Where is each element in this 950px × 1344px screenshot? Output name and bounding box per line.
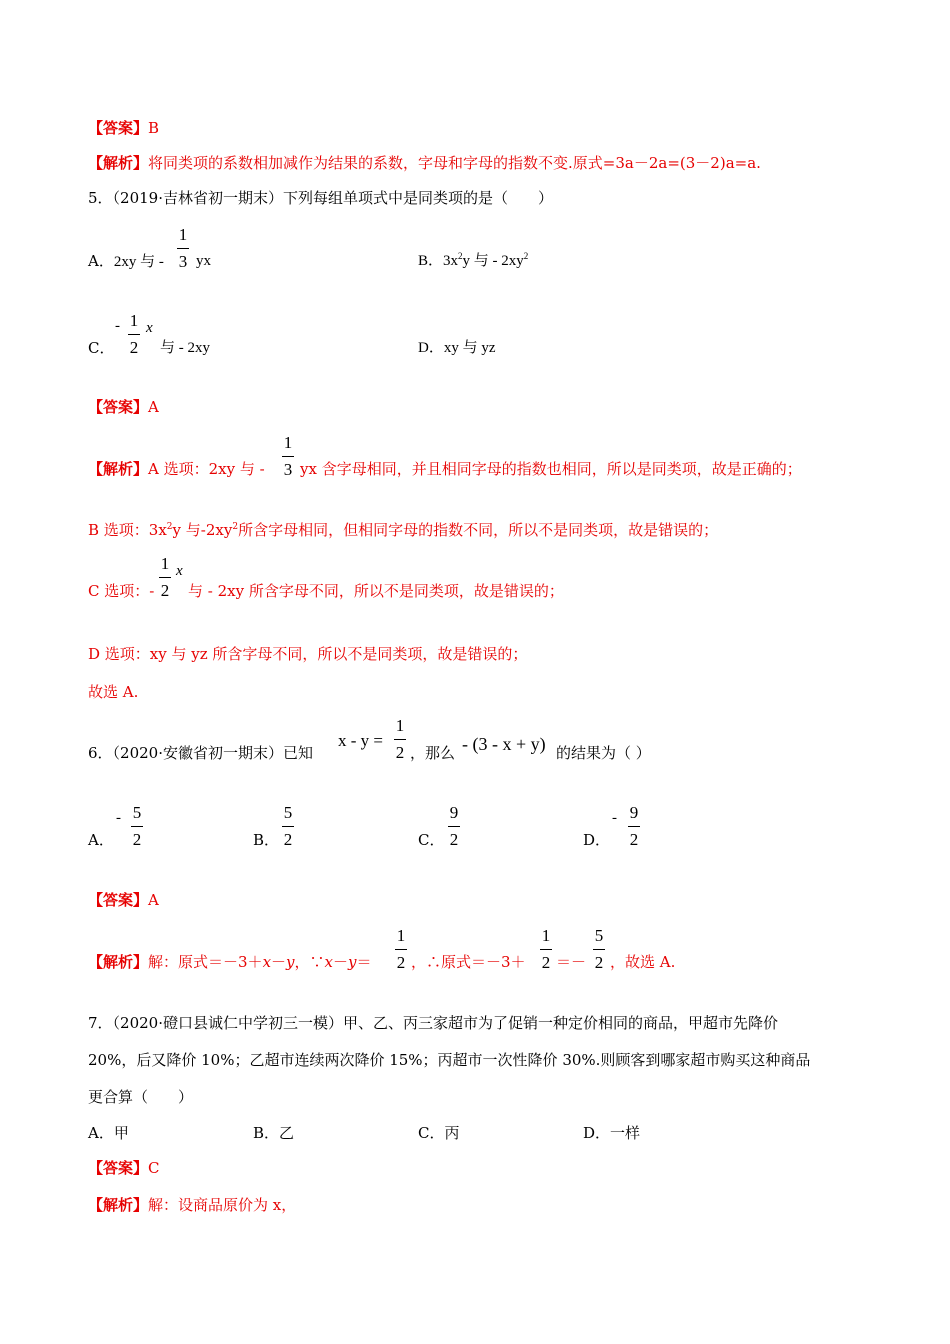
- fraction-numerator: 5: [594, 926, 604, 945]
- exponent: 2: [166, 522, 173, 532]
- q6-option-a-fraction: [131, 802, 143, 851]
- variable: y: [348, 953, 357, 971]
- q6-option-c-fraction: [448, 802, 460, 851]
- answer-value: A: [148, 398, 159, 416]
- analysis-c-fraction: [159, 553, 171, 602]
- q5-option-b: [418, 251, 528, 271]
- q7-option-a: A．甲: [88, 1124, 129, 1142]
- q6-option-a-label: A．: [88, 831, 114, 849]
- analysis-line: [88, 153, 761, 173]
- option-text: xy 与 yz: [443, 340, 496, 356]
- option-label: D．: [418, 340, 444, 356]
- answer-value: A: [148, 891, 159, 909]
- answer-line: [88, 890, 159, 910]
- fraction-numerator: 1: [178, 225, 188, 244]
- question-text: （2020·安徽省初一期末）已知: [112, 744, 313, 762]
- fraction-numerator: 1: [541, 926, 551, 945]
- q6-option-a-sign: -: [116, 810, 121, 826]
- question-number: 7．: [88, 1014, 113, 1032]
- answer-value: B: [148, 119, 160, 137]
- fraction-denominator: 2: [396, 953, 406, 972]
- q7-option-b: B．乙: [253, 1124, 295, 1142]
- fraction-denominator: 2: [395, 743, 405, 762]
- fraction-denominator: 2: [283, 830, 293, 849]
- analysis-tag: 【解析】: [88, 460, 149, 478]
- q6-analysis-mid: ，∴原式＝－3＋: [411, 953, 526, 971]
- question-5-stem: [88, 188, 553, 208]
- answer-line: [88, 397, 159, 417]
- analysis-text: 所含字母相同，但相同字母的指数不同，所以不是同类项，故是错误的；: [238, 521, 719, 539]
- q6-option-c-label: C．: [418, 831, 445, 849]
- q6-expression: - (3 - x + y): [462, 734, 546, 754]
- q6-analysis-equals: ＝－: [556, 953, 587, 971]
- analysis-text: 将同类项的系数相加减作为结果的系数，字母和字母的指数不变.原式=3a－2a=(3－2)a=a.: [148, 154, 761, 172]
- analysis-tag: 【解析】: [88, 154, 149, 172]
- question-number: 6．: [88, 744, 113, 762]
- variable: x: [324, 953, 334, 971]
- answer-tag: 【答案】: [88, 1159, 149, 1177]
- q6-analysis-tail: ，故选 A.: [610, 953, 676, 971]
- option-label: B．: [418, 253, 444, 269]
- analysis-text: －: [333, 953, 349, 971]
- q6-stem-tail: 的结果为（ ）: [556, 744, 651, 762]
- fraction-denominator: 2: [132, 830, 142, 849]
- q6-stem-mid: ，那么: [410, 744, 456, 762]
- option-label: A．: [88, 252, 114, 270]
- analysis-line-a: [88, 459, 265, 479]
- analysis-c-tail: 与 - 2xy 所含字母不同，所以不是同类项，故是错误的；: [188, 582, 564, 600]
- q6-analysis-line: [88, 952, 372, 972]
- question-6-stem: [88, 743, 313, 763]
- question-text: （2020·磴口县诚仁中学初三一模）甲、乙、丙三家超市为了促销一种定价相同的商品，甲超市先降价: [112, 1014, 778, 1032]
- fraction-denominator: 2: [594, 953, 604, 972]
- answer-line: [88, 1158, 160, 1178]
- question-7-line-3: 更合算（ ）: [88, 1088, 194, 1106]
- question-7-stem: [88, 1013, 778, 1033]
- analysis-text: ＝: [356, 953, 372, 971]
- fraction-denominator: 2: [629, 830, 639, 849]
- fraction-numerator: 5: [283, 803, 293, 822]
- q6-analysis-fraction-3: [593, 925, 605, 974]
- analysis-text: A 选项：2xy 与 -: [148, 460, 265, 478]
- fraction-numerator: 1: [396, 926, 406, 945]
- fraction-numerator: 1: [160, 554, 170, 573]
- analysis-conclusion: 故选 A.: [88, 683, 139, 701]
- option-text: y 与 - 2xy: [462, 253, 524, 269]
- analysis-text: B 选项：3x: [88, 521, 167, 539]
- analysis-c-variable: x: [176, 563, 183, 579]
- option-text: 3x: [443, 253, 459, 269]
- q5-option-a: [88, 251, 164, 272]
- fraction-denominator: 2: [541, 953, 551, 972]
- exponent: 2: [523, 251, 529, 261]
- option-text: 2xy 与 -: [113, 254, 164, 270]
- q5-option-c-tail: 与 - 2xy: [160, 340, 210, 356]
- variable: x: [262, 953, 272, 971]
- answer-tag: 【答案】: [88, 891, 149, 909]
- question-text: （2019·吉林省初一期末）下列每组单项式中是同类项的是（ ）: [112, 189, 553, 207]
- q7-option-c: C．丙: [418, 1124, 460, 1142]
- fraction-numerator: 9: [629, 803, 639, 822]
- fraction-numerator: 5: [132, 803, 142, 822]
- q6-option-b-fraction: [282, 802, 294, 851]
- q6-analysis-fraction-1: [395, 925, 407, 974]
- question-number: 5．: [88, 189, 113, 207]
- exponent: 2: [232, 522, 239, 532]
- analysis-line-c: C 选项：-: [88, 582, 155, 600]
- analysis-line-b: [88, 520, 718, 540]
- answer-tag: 【答案】: [88, 398, 149, 416]
- exponent: 2: [458, 251, 463, 261]
- q6-option-b-label: B．: [253, 831, 280, 849]
- q5-option-c-minus: -: [115, 318, 120, 334]
- fraction-numerator: 1: [395, 716, 405, 735]
- analysis-tag: 【解析】: [88, 1196, 149, 1214]
- analysis-text: －: [271, 953, 287, 971]
- q6-option-d-fraction: [628, 802, 640, 851]
- fraction-numerator: 1: [129, 311, 139, 330]
- q5-option-c-label: C．: [88, 339, 115, 357]
- analysis-text: 解：设商品原价为 x，: [148, 1196, 297, 1214]
- analysis-text: 解：原式＝－3＋: [148, 953, 263, 971]
- fraction-denominator: 3: [178, 252, 188, 271]
- analysis-line: [88, 1195, 296, 1215]
- analysis-text: y 与-2xy: [172, 521, 233, 539]
- question-7-line-2: 20%，后又降价 10%；乙超市连续两次降价 15%；丙超市一次性降价 30%.则顾客到哪家超市购买这种商品: [88, 1051, 811, 1069]
- fraction-denominator: 2: [129, 338, 139, 357]
- q6-option-d-label: D．: [583, 831, 611, 849]
- variable: y: [286, 953, 295, 971]
- q6-condition-lhs: x - y =: [338, 731, 383, 750]
- q5-option-d: [418, 338, 496, 358]
- analysis-a-fraction: [282, 432, 294, 481]
- q5-option-a-fraction: [177, 224, 189, 273]
- q5-option-a-tail: yx: [196, 253, 211, 269]
- q7-option-d: D．一样: [583, 1124, 641, 1142]
- fraction-numerator: 9: [449, 803, 459, 822]
- q5-option-c-fraction: [128, 310, 140, 359]
- fraction-denominator: 2: [449, 830, 459, 849]
- fraction-denominator: 2: [160, 581, 170, 600]
- fraction-numerator: 1: [283, 433, 293, 452]
- q6-analysis-fraction-2: [540, 925, 552, 974]
- analysis-text: ，∵: [294, 953, 325, 971]
- answer-tag: 【答案】: [88, 119, 149, 137]
- analysis-a-tail: yx 含字母相同，并且相同字母的指数也相同，所以是同类项，故是正确的；: [300, 460, 802, 478]
- answer-value: C: [148, 1159, 160, 1177]
- answer-line: [88, 118, 159, 138]
- analysis-tag: 【解析】: [88, 953, 149, 971]
- analysis-line-d: D 选项：xy 与 yz 所含字母不同，所以不是同类项，故是错误的；: [88, 645, 528, 663]
- q6-condition-fraction: [394, 715, 406, 764]
- q5-option-c-variable: x: [146, 320, 153, 336]
- fraction-denominator: 3: [283, 460, 293, 479]
- q6-option-d-sign: -: [612, 810, 617, 826]
